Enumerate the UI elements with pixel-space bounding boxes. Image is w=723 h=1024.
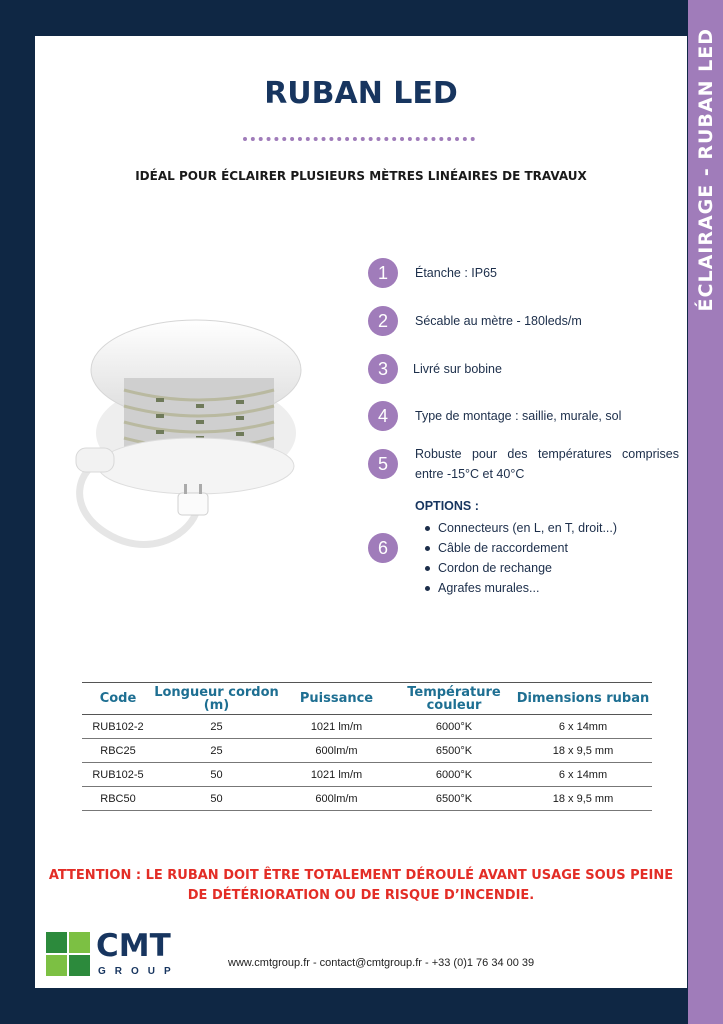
table-cell: 6 x 14mm	[514, 715, 652, 739]
options-list	[424, 518, 617, 598]
feature-text: Livré sur bobine	[413, 362, 502, 376]
column-header: Puissance	[279, 683, 394, 715]
feature-number: 3	[368, 354, 398, 384]
dotted-divider	[243, 137, 475, 141]
logo-subtitle: GROUP	[98, 966, 180, 977]
feature-2	[368, 306, 582, 336]
column-header: Température couleur	[394, 683, 514, 715]
table-cell: RUB102-5	[82, 763, 154, 787]
feature-number: 5	[368, 449, 398, 479]
list-item: Connecteurs (en L, en T, droit...)	[424, 518, 617, 538]
feature-number: 6	[368, 533, 398, 563]
table-cell: 6500°K	[394, 787, 514, 811]
table-cell: 18 x 9,5 mm	[514, 739, 652, 763]
page-subtitle: IDÉAL POUR ÉCLAIRER PLUSIEURS MÈTRES LINÉAIRES DE TRAVAUX	[135, 169, 587, 183]
table-cell: 600lm/m	[279, 787, 394, 811]
table-cell: 6000°K	[394, 715, 514, 739]
side-title-text: ÉCLAIRAGE - RUBAN LED	[694, 28, 717, 312]
cmt-logo	[46, 928, 196, 980]
table-cell: RUB102-2	[82, 715, 154, 739]
feature-6	[368, 533, 398, 563]
feature-text: Type de montage : saillie, murale, sol	[415, 409, 622, 423]
column-header: Code	[82, 683, 154, 715]
feature-text: Sécable au mètre - 180leds/m	[415, 314, 582, 328]
feature-5	[368, 449, 398, 479]
warning-line: DE DÉTÉRIORATION OU DE RISQUE D’INCENDIE.	[187, 888, 535, 903]
spec-table	[82, 682, 652, 811]
table-cell: 1021 lm/m	[279, 763, 394, 787]
logo-name: CMT	[96, 928, 171, 964]
table-row	[82, 739, 652, 763]
table-cell: 6500°K	[394, 739, 514, 763]
contact-info: www.cmtgroup.fr - contact@cmtgroup.fr - +33 (0)1 76 34 00 39	[228, 957, 535, 969]
logo-mark	[46, 932, 90, 976]
side-title	[688, 0, 723, 340]
feature-number: 1	[368, 258, 398, 288]
list-item: Cordon de rechange	[424, 558, 617, 578]
table-cell: 6 x 14mm	[514, 763, 652, 787]
feature-text: Étanche : IP65	[415, 266, 498, 280]
feature-text: Robuste pour des températures comprises entre -15°C et 40°C	[415, 447, 679, 481]
warning-text	[35, 866, 687, 906]
column-header: Longueur cordon (m)	[154, 684, 279, 713]
table-cell: 25	[154, 739, 279, 763]
table-cell: 50	[154, 787, 279, 811]
table-cell: 18 x 9,5 mm	[514, 787, 652, 811]
feature-number: 4	[368, 401, 398, 431]
feature-3	[368, 354, 502, 384]
options-title: OPTIONS :	[415, 499, 479, 513]
table-row	[82, 763, 652, 787]
table-row	[82, 715, 652, 739]
feature-4	[368, 401, 621, 431]
page-title: RUBAN LED	[264, 76, 458, 111]
feature-number: 2	[368, 306, 398, 336]
list-item: Agrafes murales...	[424, 578, 617, 598]
product-image	[66, 318, 306, 568]
warning-line: ATTENTION : LE RUBAN DOIT ÊTRE TOTALEMENT DÉROULÉ AVANT USAGE SOUS PEINE	[48, 868, 674, 883]
column-header: Dimensions ruban	[514, 683, 652, 715]
table-row	[82, 787, 652, 811]
table-cell: 25	[154, 715, 279, 739]
table-cell: 50	[154, 763, 279, 787]
table-header-row	[82, 683, 652, 715]
table-cell: 6000°K	[394, 763, 514, 787]
list-item: Câble de raccordement	[424, 538, 617, 558]
table-cell: 600lm/m	[279, 739, 394, 763]
table-cell: RBC25	[82, 739, 154, 763]
feature-1	[368, 258, 497, 288]
table-cell: 1021 lm/m	[279, 715, 394, 739]
table-cell: RBC50	[82, 787, 154, 811]
